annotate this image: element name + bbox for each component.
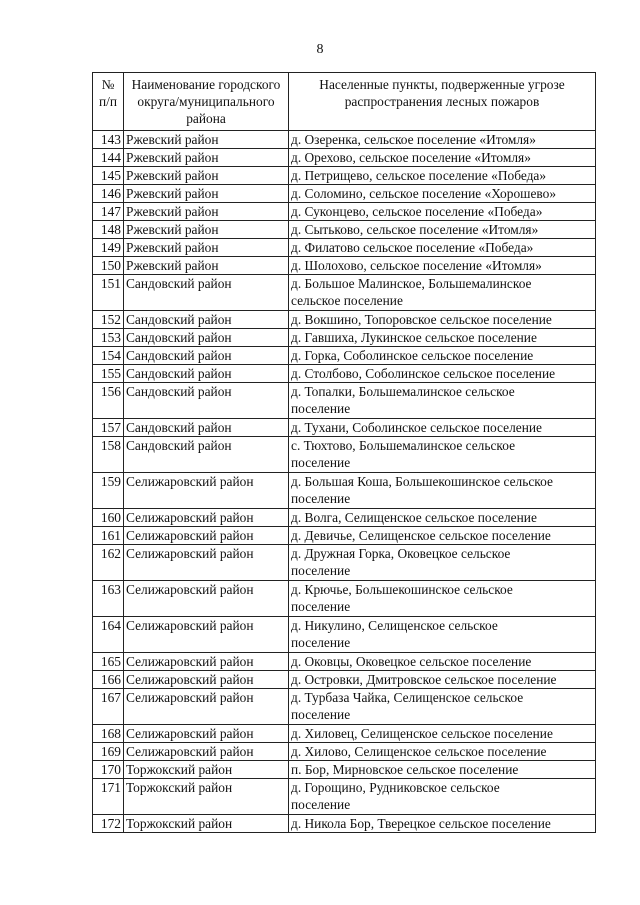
row-settlement: [289, 257, 596, 275]
settlement-line: д. Шолохово, сельское поселение «Итомля»: [291, 258, 542, 273]
settlement-line: д. Большое Малинское, Большемалинское: [291, 276, 532, 291]
header-settlements: Населенные пункты, подверженные угрозе распространения лесных пожаров: [289, 73, 596, 131]
table-row: [93, 419, 596, 437]
row-number: 146: [93, 185, 124, 203]
settlement-line: п. Бор, Мирновское сельское поселение: [291, 762, 519, 777]
table-row: [93, 167, 596, 185]
row-settlement: [289, 743, 596, 761]
row-district: Селижаровский район: [124, 725, 289, 743]
row-settlement: [289, 509, 596, 527]
settlement-line: с. Тюхтово, Большемалинское сельское: [291, 438, 516, 453]
settlement-line-continued: поселение: [291, 401, 351, 416]
row-number: 149: [93, 239, 124, 257]
settlement-line: д. Тухани, Соболинское сельское поселение: [291, 420, 543, 435]
settlement-line: д. Соломино, сельское поселение «Хорошево»: [291, 186, 557, 201]
table-row: [93, 653, 596, 671]
table-row: [93, 131, 596, 149]
row-number: 151: [93, 275, 124, 311]
settlements-table: [92, 72, 596, 833]
row-number: 154: [93, 347, 124, 365]
header-district: Наименование городского округа/муниципального района: [124, 73, 289, 131]
row-settlement: [289, 203, 596, 221]
row-settlement: [289, 779, 596, 815]
row-settlement: [289, 473, 596, 509]
row-number: 152: [93, 311, 124, 329]
row-settlement: [289, 725, 596, 743]
table-row: [93, 689, 596, 725]
row-district: Селижаровский район: [124, 689, 289, 725]
settlement-line: д. Крючье, Большекошинское сельское: [291, 582, 513, 597]
settlement-line: д. Вокшино, Топоровское сельское поселение: [291, 312, 552, 327]
settlement-line-continued: поселение: [291, 563, 351, 578]
table-row: [93, 815, 596, 833]
table-row: [93, 221, 596, 239]
row-number: 150: [93, 257, 124, 275]
row-settlement: [289, 581, 596, 617]
table-row: [93, 347, 596, 365]
settlement-line: д. Большая Коша, Большекошинское сельское: [291, 474, 553, 489]
row-number: 170: [93, 761, 124, 779]
row-district: Ржевский район: [124, 149, 289, 167]
row-settlement: [289, 761, 596, 779]
row-settlement: [289, 329, 596, 347]
row-number: 172: [93, 815, 124, 833]
row-settlement: [289, 365, 596, 383]
row-number: 160: [93, 509, 124, 527]
row-settlement: [289, 311, 596, 329]
row-settlement: [289, 527, 596, 545]
settlement-line: д. Орехово, сельское поселение «Итомля»: [291, 150, 531, 165]
settlement-line: д. Оковцы, Оковецкое сельское поселение: [291, 654, 532, 669]
row-number: 169: [93, 743, 124, 761]
table-row: [93, 527, 596, 545]
settlement-line: д. Дружная Горка, Оковецкое сельское: [291, 546, 511, 561]
row-number: 155: [93, 365, 124, 383]
row-number: 156: [93, 383, 124, 419]
row-number: 143: [93, 131, 124, 149]
row-district: Ржевский район: [124, 239, 289, 257]
settlement-line-continued: поселение: [291, 455, 351, 470]
table-row: [93, 383, 596, 419]
row-district: Сандовский район: [124, 383, 289, 419]
row-district: Торжокский район: [124, 815, 289, 833]
row-district: Ржевский район: [124, 257, 289, 275]
row-number: 158: [93, 437, 124, 473]
row-number: 159: [93, 473, 124, 509]
table-row: [93, 509, 596, 527]
table-row: [93, 203, 596, 221]
settlement-line: д. Суконцево, сельское поселение «Победа»: [291, 204, 543, 219]
row-number: 144: [93, 149, 124, 167]
settlement-line-continued: сельское поселение: [291, 293, 403, 308]
table-body: [93, 131, 596, 833]
table-row: [93, 257, 596, 275]
row-settlement: [289, 167, 596, 185]
table-row: [93, 545, 596, 581]
row-district: Ржевский район: [124, 203, 289, 221]
row-district: Сандовский район: [124, 419, 289, 437]
row-district: Торжокский район: [124, 761, 289, 779]
settlement-line: д. Хиловец, Селищенское сельское поселение: [291, 726, 553, 741]
table-header-row: [93, 73, 596, 131]
row-district: Сандовский район: [124, 329, 289, 347]
row-district: Сандовский район: [124, 365, 289, 383]
row-number: 147: [93, 203, 124, 221]
row-settlement: [289, 617, 596, 653]
row-district: Селижаровский район: [124, 473, 289, 509]
settlement-line: д. Турбаза Чайка, Селищенское сельское: [291, 690, 524, 705]
table-row: [93, 275, 596, 311]
row-number: 171: [93, 779, 124, 815]
table-row: [93, 239, 596, 257]
page-number: 8: [316, 42, 324, 57]
row-settlement: [289, 149, 596, 167]
table-row: [93, 329, 596, 347]
table-row: [93, 671, 596, 689]
header-num: № п/п: [93, 73, 124, 131]
row-district: Сандовский район: [124, 275, 289, 311]
row-district: Сандовский район: [124, 311, 289, 329]
settlement-line: д. Островки, Дмитровское сельское поселение: [291, 672, 557, 687]
table-row: [93, 617, 596, 653]
table-row: [93, 779, 596, 815]
settlement-line: д. Хилово, Селищенское сельское поселение: [291, 744, 547, 759]
row-district: Селижаровский район: [124, 671, 289, 689]
row-district: Селижаровский район: [124, 653, 289, 671]
settlement-line-continued: поселение: [291, 707, 351, 722]
settlement-line-continued: поселение: [291, 635, 351, 650]
settlement-line: д. Петрищево, сельское поселение «Победа»: [291, 168, 547, 183]
settlement-line: д. Столбово, Соболинское сельское поселение: [291, 366, 556, 381]
row-settlement: [289, 689, 596, 725]
row-settlement: [289, 653, 596, 671]
row-number: 145: [93, 167, 124, 185]
table-row: [93, 743, 596, 761]
settlement-line: д. Девичье, Селищенское сельское поселение: [291, 528, 551, 543]
row-settlement: [289, 419, 596, 437]
row-number: 161: [93, 527, 124, 545]
row-district: Торжокский район: [124, 779, 289, 815]
settlement-line: д. Никола Бор, Тверецкое сельское поселение: [291, 816, 551, 831]
row-settlement: [289, 815, 596, 833]
row-settlement: [289, 383, 596, 419]
table-row: [93, 581, 596, 617]
table-row: [93, 437, 596, 473]
row-number: 163: [93, 581, 124, 617]
settlement-line-continued: поселение: [291, 599, 351, 614]
settlement-line-continued: поселение: [291, 491, 351, 506]
settlement-line: д. Сытьково, сельское поселение «Итомля»: [291, 222, 539, 237]
row-settlement: [289, 671, 596, 689]
settlement-line: д. Никулино, Селищенское сельское: [291, 618, 498, 633]
settlement-line: д. Волга, Селищенское сельское поселение: [291, 510, 537, 525]
table-row: [93, 725, 596, 743]
row-district: Ржевский район: [124, 221, 289, 239]
table-row: [93, 185, 596, 203]
row-number: 164: [93, 617, 124, 653]
row-district: Селижаровский район: [124, 617, 289, 653]
table-row: [93, 311, 596, 329]
row-number: 168: [93, 725, 124, 743]
table-row: [93, 761, 596, 779]
row-settlement: [289, 131, 596, 149]
row-district: Селижаровский район: [124, 743, 289, 761]
table-row: [93, 149, 596, 167]
row-number: 162: [93, 545, 124, 581]
settlement-line: д. Озеренка, сельское поселение «Итомля»: [291, 132, 536, 147]
row-settlement: [289, 437, 596, 473]
row-district: Сандовский район: [124, 437, 289, 473]
row-number: 148: [93, 221, 124, 239]
row-district: Селижаровский район: [124, 509, 289, 527]
settlement-line: д. Горка, Соболинское сельское поселение: [291, 348, 534, 363]
table-row: [93, 473, 596, 509]
row-settlement: [289, 545, 596, 581]
settlement-line: д. Гавшиха, Лукинское сельское поселение: [291, 330, 537, 345]
row-district: Селижаровский район: [124, 545, 289, 581]
row-number: 157: [93, 419, 124, 437]
row-district: Ржевский район: [124, 167, 289, 185]
row-settlement: [289, 239, 596, 257]
row-number: 165: [93, 653, 124, 671]
row-district: Ржевский район: [124, 131, 289, 149]
row-district: Селижаровский район: [124, 527, 289, 545]
settlement-line: д. Филатово сельское поселение «Победа»: [291, 240, 534, 255]
row-district: Ржевский район: [124, 185, 289, 203]
row-settlement: [289, 221, 596, 239]
settlement-line-continued: поселение: [291, 797, 351, 812]
table-row: [93, 365, 596, 383]
row-settlement: [289, 275, 596, 311]
row-settlement: [289, 347, 596, 365]
settlement-line: д. Горощино, Рудниковское сельское: [291, 780, 500, 795]
row-number: 166: [93, 671, 124, 689]
row-number: 153: [93, 329, 124, 347]
row-settlement: [289, 185, 596, 203]
row-district: Селижаровский район: [124, 581, 289, 617]
row-district: Сандовский район: [124, 347, 289, 365]
row-number: 167: [93, 689, 124, 725]
settlement-line: д. Топалки, Большемалинское сельское: [291, 384, 515, 399]
